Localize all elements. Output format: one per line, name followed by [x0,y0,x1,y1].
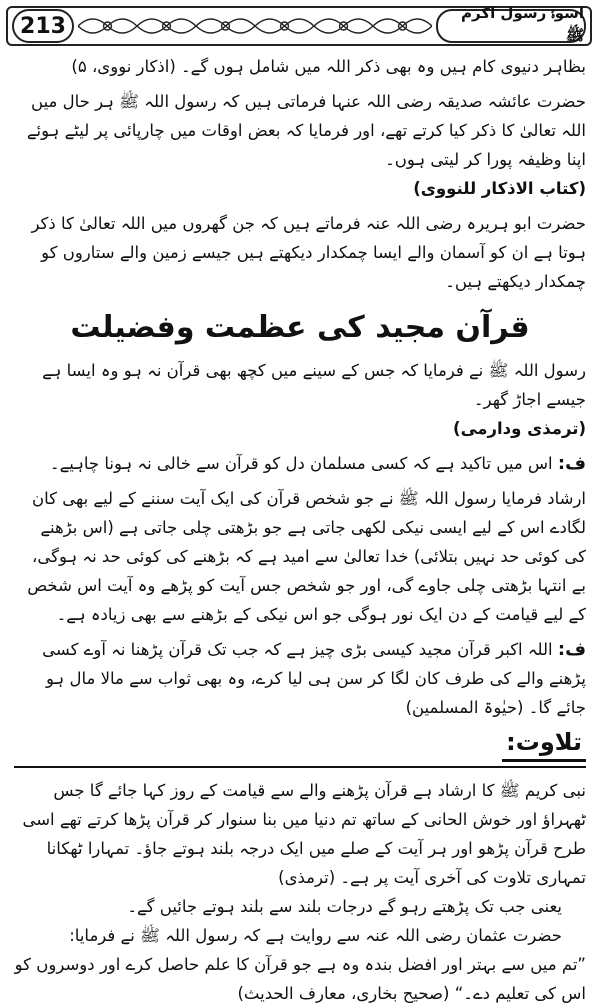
paragraph: حضرت ابو ہریرہ رضی اللہ عنہ فرماتے ہیں کہ جن گھروں میں اللہ تعالیٰ کا ذکر ہوتا ہے ان کو آسمان والے ایسا چمکدار دیکھتے ہیں جیسے زمین والے ستاروں کو چمکدار دیکھتے ہیں۔ [31,214,586,291]
paragraph: حضرت عثمان رضی اللہ عنہ سے روایت ہے کہ رسول اللہ ﷺ نے فرمایا: [69,926,562,945]
paragraph: ارشاد فرمایا رسول اللہ ﷺ نے جو شخص قرآن کی ایک آیت سننے کے لیے بھی کان لگادے اس کے لیے ایسی نیکی لکھی جاتی ہے جو بڑھتی چلی جاتی ہے (اس بڑھنے کی کوئی حد نہیں بتلائی) خدا تعالیٰ سے امید ہے کہ بڑھنے کی کوئی حد نہ ہوگی، بے انتہا بڑھتی چلی جاوے گی، اور جو شخص جس آیت کو پڑھے وہ آیت اس شخص کے لیے قیامت کے دن ایک نور ہوگی جو اس نیکی کے بڑھنے سے بھی زیادہ ہے۔ [27,489,586,624]
page-header [6,6,592,46]
note-paragraph [14,449,586,478]
paragraph: رسول اللہ ﷺ نے فرمایا کہ جس کے سینے میں کچھ بھی قرآن نہ ہو وہ ایسا ہے جیسے اجاڑ گھر۔ [42,361,586,409]
paragraph: یعنی جب تک پڑھتے رہو گے درجات بلند سے بلند ہوتے جائیں گے۔ [127,897,562,916]
paragraph: نبی کریم ﷺ کا ارشاد ہے قرآن پڑھنے والے سے قیامت کے روز کہا جائے گا جس ٹھہراؤ اور خوش الحانی کے ساتھ تم دنیا میں بنا سنوار کر قرآن پڑھا کرتے تھے اسی طرح قرآن پڑھو اور ہر آیت کے صلے میں ایک درجہ بلند ہوتے جاؤ۔ تمہارا ٹھکانا تمہاری تلاوت کی آخری آیت پر ہے۔ (ترمذی) [22,781,586,887]
note-text: اس میں تاکید ہے کہ کسی مسلمان دل کو قرآن سے خالی نہ ہونا چاہیے۔ [49,454,553,473]
page-body [14,52,586,1008]
citation: (ترمذی ودارمی) [453,419,586,438]
citation: (کتاب الاذکار للنووی) [413,179,586,198]
note-text: اللہ اکبر قرآن مجید کیسی بڑی چیز ہے کہ جب تک قرآن پڑھنا نہ آوے کسی پڑھنے والے کی طرف کان لگا کر سن ہی لیا کرے، وہ بھی ثواب سے مالا مال ہو جائے گا۔ (حیٰوۃ المسلمین) [42,640,586,717]
note-marker: ف: [557,453,586,474]
section-heading: قرآن مجید کی عظمت وفضیلت [70,310,530,345]
running-title: اسوۂ رسول اکرم ﷺ [436,9,586,43]
quote-paragraph: ”تم میں سے بہتر اور افضل بندہ وہ ہے جو قرآن کا علم حاصل کرے اور دوسروں کو اس کی تعلیم دے۔“ (صحیح بخاری، معارف الحدیث) [14,955,586,1003]
note-marker: ف: [557,639,586,660]
divider [14,766,586,768]
section-label: تلاوت: [502,728,586,762]
note-paragraph [14,635,586,722]
paragraph: بظاہر دنیوی کام ہیں وہ بھی ذکر اللہ میں شامل ہوں گے۔ (اذکار نووی، ۵) [71,57,586,76]
page-number: 213 [12,9,74,43]
paragraph: حضرت عائشہ صدیقہ رضی اللہ عنہا فرماتی ہیں کہ رسول اللہ ﷺ ہر حال میں اللہ تعالیٰ کا ذکر کیا کرتے تھے، اور فرمایا کہ بعض اوقات میں چارپائی پر لیٹے ہوئے اپنا وظیفہ پورا کر لیتی ہوں۔ [26,92,586,169]
ornamental-border [78,8,432,44]
